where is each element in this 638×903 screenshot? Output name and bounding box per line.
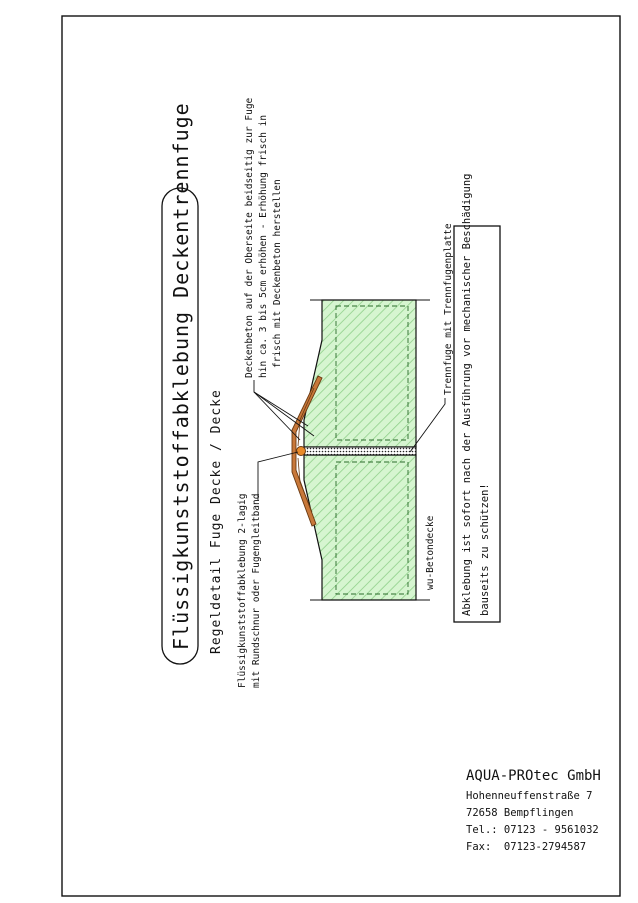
- label-wu-betondecke: [425, 515, 436, 590]
- joint-filler-board: [304, 447, 416, 455]
- company-city: 72658 Bempflingen: [466, 807, 574, 819]
- deckenbeton-line2: hin ca. 3 bis 5cm erhöhen - Erhöhung frisch in: [258, 114, 269, 378]
- company-block: [466, 768, 601, 853]
- notice-box: [454, 173, 500, 622]
- deckenbeton-line3: frisch mit Deckenbeton herstellen: [272, 179, 283, 368]
- company-name: AQUA-PROtec GmbH: [466, 768, 601, 784]
- leader-deckenbeton-c: [254, 392, 308, 426]
- drawing-subtitle: Regeldetail Fuge Decke / Decke: [209, 389, 224, 654]
- label-trennfuge: [443, 223, 454, 395]
- title-block: [162, 102, 224, 664]
- company-street: Hohenneuffenstraße 7: [466, 790, 593, 802]
- notice-line1: Abklebung ist sofort nach der Ausführung vor mechanischer Beschädigung: [461, 173, 473, 616]
- concrete-detail: [292, 300, 430, 600]
- deckenbeton-line1: Deckenbeton auf der Oberseite beidseitig zur Fuge: [244, 97, 255, 378]
- company-tel: Tel.: 07123 - 9561032: [466, 824, 599, 836]
- notice-line2: bauseits zu schützen!: [479, 483, 491, 616]
- leader-deckenbeton-b: [254, 392, 300, 440]
- company-fax: Fax: 07123-2794587: [466, 841, 587, 853]
- abklebung-line1: Flüssigkunststoffabklebung 2-lagig: [237, 493, 248, 688]
- drawing-title: Flüssigkunststoffabklebung Deckentrennfuge: [169, 102, 193, 650]
- label-deckenbeton: [244, 97, 283, 378]
- wu-betondecke-text: wu-Betondecke: [425, 515, 436, 590]
- trennfuge-text: Trennfuge mit Trennfugenplatte: [443, 223, 454, 395]
- lower-slab: [304, 455, 416, 600]
- round-cord: [297, 447, 306, 456]
- upper-slab: [304, 300, 416, 447]
- label-abklebung: [237, 494, 262, 688]
- abklebung-line2: mit Rundschnur oder Fugengleitband: [251, 493, 262, 688]
